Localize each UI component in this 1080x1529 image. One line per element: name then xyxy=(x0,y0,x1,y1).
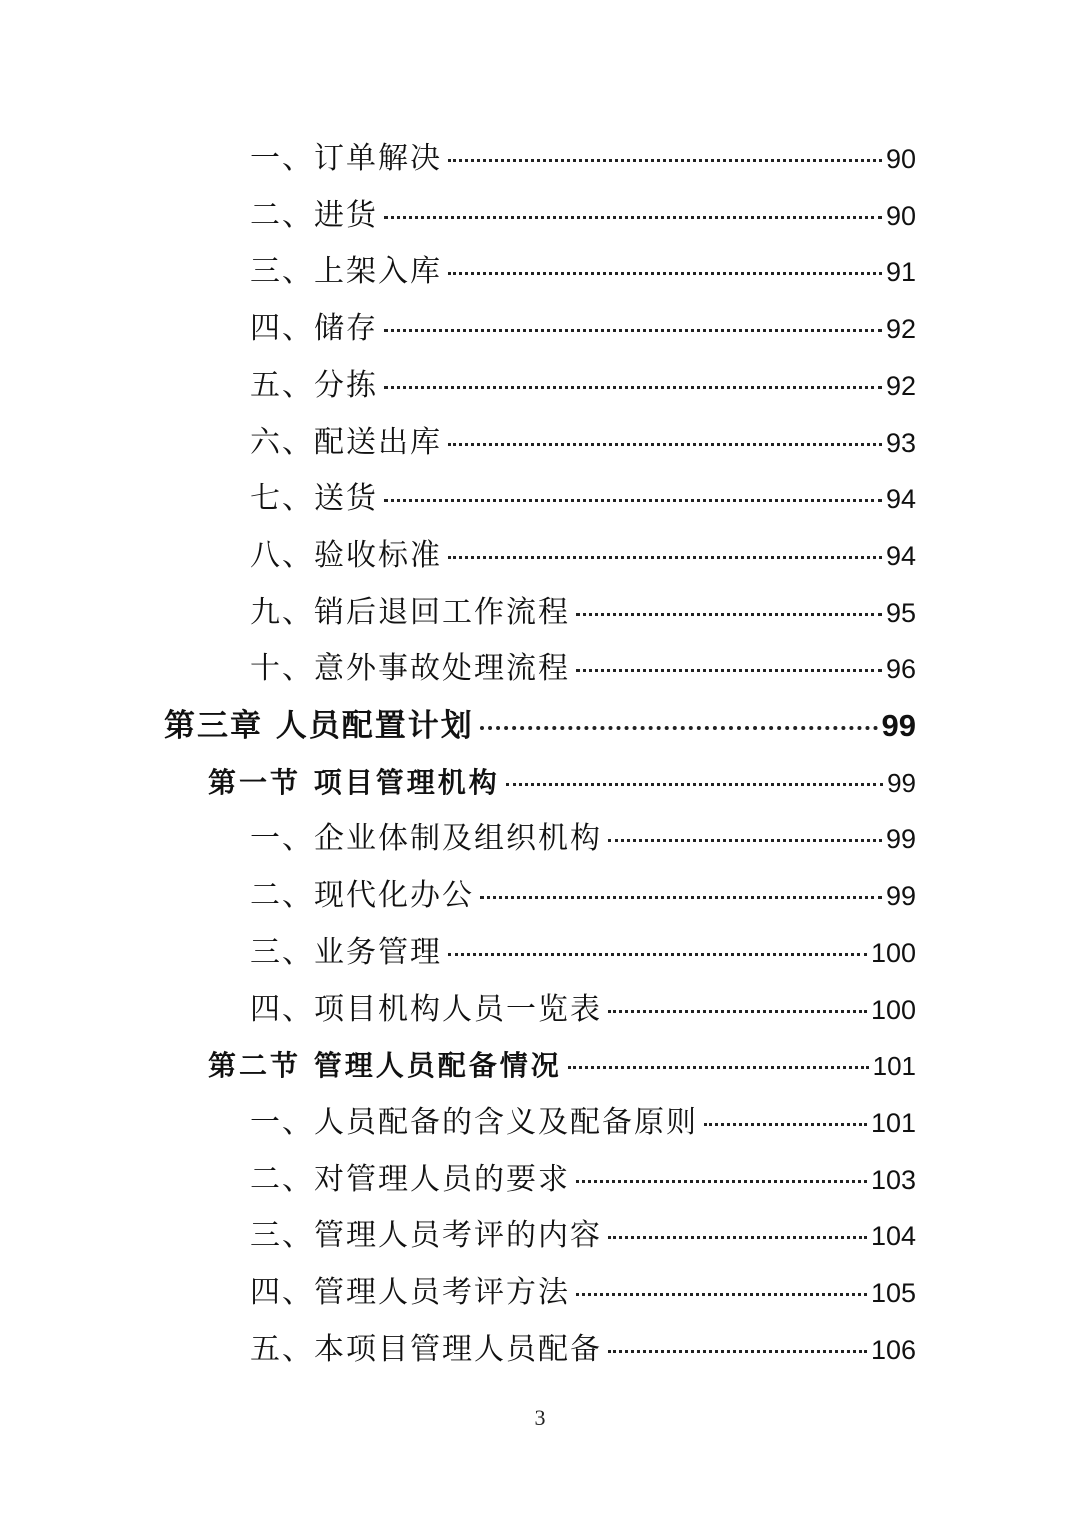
toc-item-entry[interactable] xyxy=(250,479,916,519)
toc-item-entry[interactable] xyxy=(250,252,916,292)
toc-entry-page-number: 96 xyxy=(885,654,916,685)
toc-item-entry[interactable] xyxy=(250,1330,916,1370)
dot-leader xyxy=(480,726,878,730)
dot-leader xyxy=(576,1293,867,1296)
toc-entry-page-number: 103 xyxy=(870,1164,916,1195)
toc-chapter-entry[interactable] xyxy=(164,706,916,746)
dot-leader xyxy=(448,159,882,162)
toc-entry-page-number: 93 xyxy=(885,427,916,458)
toc-item-entry[interactable] xyxy=(250,876,916,916)
dot-leader xyxy=(448,272,882,275)
toc-section-entry[interactable] xyxy=(208,763,916,803)
toc-item-entry[interactable] xyxy=(250,1216,916,1256)
toc-entry-page-number: 99 xyxy=(887,767,916,798)
toc-entry-page-number: 90 xyxy=(885,144,916,174)
toc-entry-title: 二、进货 xyxy=(250,197,378,233)
toc-entry-title: 一、企业体制及组织机构 xyxy=(250,821,602,857)
toc-item-entry[interactable] xyxy=(250,933,916,973)
toc-entry-page-number: 105 xyxy=(870,1278,916,1308)
toc-item-entry[interactable] xyxy=(250,366,916,406)
toc-entry-page-number: 90 xyxy=(885,200,916,231)
dot-leader xyxy=(608,1236,867,1239)
toc-entry-title: 十、意外事故处理流程 xyxy=(250,651,570,687)
dot-leader xyxy=(608,1350,867,1353)
toc-item-entry[interactable] xyxy=(250,196,916,236)
toc-entry-page-number: 100 xyxy=(870,937,916,968)
toc-item-entry[interactable] xyxy=(250,1273,916,1313)
dot-leader xyxy=(704,1123,867,1126)
toc-section-entry[interactable] xyxy=(208,1046,916,1086)
dot-leader xyxy=(576,669,882,672)
toc-entry-page-number: 99 xyxy=(881,708,916,743)
dot-leader xyxy=(384,499,882,502)
toc-entry-page-number: 92 xyxy=(885,370,916,401)
dot-leader xyxy=(384,329,882,332)
page-number: 3 xyxy=(534,1405,546,1430)
toc-entry-page-number: 101 xyxy=(870,1107,916,1138)
toc-entry-title: 七、送货 xyxy=(250,481,378,517)
toc-entry-page-number: 92 xyxy=(885,314,916,345)
toc-entry-title: 三、管理人员考评的内容 xyxy=(250,1218,602,1254)
dot-leader xyxy=(608,1010,867,1013)
toc-entry-title: 六、配送出库 xyxy=(250,424,442,460)
dot-leader xyxy=(448,556,882,559)
toc-item-entry[interactable] xyxy=(250,1160,916,1200)
toc-entry-title: 三、上架入库 xyxy=(250,254,442,290)
toc-entry-page-number: 94 xyxy=(885,540,916,571)
toc-entry-title: 二、现代化办公 xyxy=(250,878,474,914)
toc-item-entry[interactable] xyxy=(250,536,916,576)
toc-item-entry[interactable] xyxy=(250,1103,916,1143)
dot-leader xyxy=(506,783,883,786)
toc-entry-title: 第一节 项目管理机构 xyxy=(208,765,500,799)
dot-leader xyxy=(576,1180,867,1183)
toc-entry-page-number: 95 xyxy=(885,597,916,628)
toc-entry-title: 一、人员配备的含义及配备原则 xyxy=(250,1104,698,1140)
toc-item-entry[interactable] xyxy=(250,309,916,349)
toc-entry-title: 四、管理人员考评方法 xyxy=(250,1275,570,1310)
dot-leader xyxy=(384,216,882,219)
toc-entry-page-number: 101 xyxy=(872,1051,916,1082)
toc-entry-page-number: 91 xyxy=(885,257,916,288)
toc-entry-title: 第三章 人员配置计划 xyxy=(164,708,474,744)
toc-entry-title: 五、本项目管理人员配备 xyxy=(250,1331,602,1367)
toc-item-entry[interactable] xyxy=(250,990,916,1030)
dot-leader xyxy=(568,1066,869,1069)
toc-entry-page-number: 94 xyxy=(885,484,916,515)
dot-leader xyxy=(384,386,882,389)
dot-leader xyxy=(448,443,882,446)
dot-leader xyxy=(480,896,882,899)
toc-item-entry[interactable] xyxy=(250,649,916,689)
toc-entry-page-number: 99 xyxy=(885,824,916,855)
toc-entry-page-number: 99 xyxy=(885,881,916,912)
toc-entry-title: 二、对管理人员的要求 xyxy=(250,1161,570,1197)
toc-item-entry[interactable] xyxy=(250,593,916,633)
toc-item-entry[interactable] xyxy=(250,139,916,179)
toc-entry-title: 一、订单解决 xyxy=(250,141,442,176)
toc-entry-title: 五、分拣 xyxy=(250,367,378,403)
toc-item-entry[interactable] xyxy=(250,819,916,859)
toc-entry-title: 四、储存 xyxy=(250,311,378,347)
toc-entry-page-number: 100 xyxy=(870,994,916,1025)
toc-entry-title: 三、业务管理 xyxy=(250,934,442,970)
toc-entry-page-number: 104 xyxy=(870,1221,916,1252)
toc-entry-page-number: 106 xyxy=(870,1334,916,1365)
toc-entry-title: 九、销后退回工作流程 xyxy=(250,594,570,630)
toc-entry-title: 第二节 管理人员配备情况 xyxy=(208,1049,562,1083)
dot-leader xyxy=(576,613,882,616)
dot-leader xyxy=(448,953,867,956)
dot-leader xyxy=(608,839,882,842)
toc-item-entry[interactable] xyxy=(250,423,916,463)
toc-entry-title: 四、项目机构人员一览表 xyxy=(250,991,602,1027)
toc-entry-title: 八、验收标准 xyxy=(250,537,442,573)
